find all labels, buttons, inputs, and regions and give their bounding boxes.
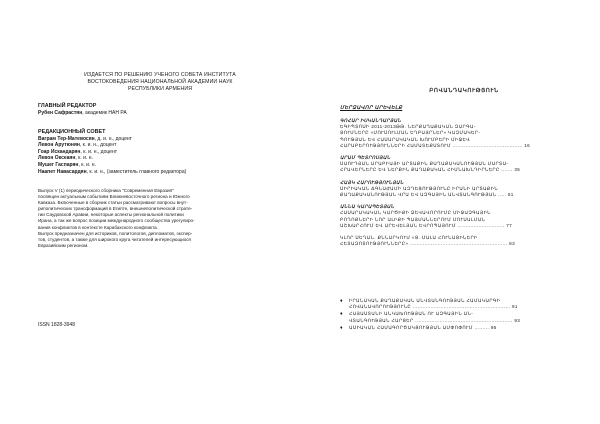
toc-bullet-item[interactable] — [340, 298, 590, 310]
description-line: Кавказа. Включенные в сборник статьи рассматривают вопросы внут- — [38, 200, 188, 206]
toc-entry[interactable] — [340, 204, 590, 229]
toc-page-number: 35 — [514, 167, 521, 173]
toc-title-text: ՀԱՐԱԲԵՐՈՒԹՅՈՒՆՆԵՐԻ ՀԱՄԱՏԵՔՍՏՈՒՄ — [340, 142, 452, 148]
chief-editor-name: Рубен Сафрастян — [38, 109, 83, 116]
toc-title-text: ԱՍԻԱԿԱՆ ՀԱՄԱԳՈՐԾԱԿՑՈՒԹՅԱՆ ԱՄՓՈՓՈՒՄ — [349, 324, 473, 330]
board-member-name: Наапет Навасардян — [38, 168, 87, 175]
board-member-name: Ваграм Тер-Матевосян — [38, 135, 95, 142]
toc-title-line: ՍԱՈՒԴՅԱՆ ԱՐԱԲԻԱՅԻ ԱՐՏԱՔԻՆ ՔԱՂԱՔԱԿԱՆՈՒԹՅԱՆ ՄԱՐՏԱ- — [340, 161, 509, 167]
toc-author: ԱՆՆԱ ԿԱՐԱՊԵՏՅԱՆ — [340, 204, 395, 210]
approval-line: РЕСПУБЛИКИ АРМЕНИЯ — [127, 86, 193, 93]
toc-title-line: ԱՇԽԱՐՀՈՒՄ ԵՎ ԱՐԵՎԵԼՅԱՆ ԵՎՐՈՊԱՅՈՒՄ ............................. 77 — [340, 222, 513, 228]
toc-entry[interactable] — [340, 235, 590, 247]
board-member-name: Мушег Гаспарян — [38, 161, 79, 168]
toc-bullet-list — [340, 298, 590, 332]
toc-title-line: ՊՈՒԹՅԱՆ ԵՎ ՀԱՍԱՐԱԿԱԿԱՆ ԽՈՒՄԲԵՐԻ ՄԻՋԵՎ — [340, 136, 471, 142]
board-member-title: , д. и. н., доцент — [94, 135, 132, 142]
toc-title-line: ՀԵՏԱԶՈՏՈՒԹՅՈՒՆՆԵՐԸ» ............................................................ 83 — [340, 241, 515, 247]
toc-title-text: ՀՐԱՎԵՐՆԵՐԸ ԵՎ ՆԵՐՔԻՆ ՔԱՂԱՔԱԿԱՆ ՀԻՄՆԱԽՆԴԻՐՆԵՐԸ — [340, 167, 500, 173]
toc-title-text: ԱՇԽԱՐՀՈՒՄ ԵՎ ԱՐԵՎԵԼՅԱՆ ԵՎՐՈՊԱՅՈՒՄ — [340, 222, 456, 228]
toc-title-text: ՀԵՏԱԶՈՏՈՒԹՅՈՒՆՆԵՐԸ» — [340, 241, 409, 247]
board-member — [38, 142, 268, 149]
board-member-title: , к. и. н. — [78, 161, 96, 168]
chief-editor-heading: ГЛАВНЫЙ РЕДАКТОР — [38, 103, 97, 109]
toc-title-line: ՀՈՎԱՆԱՎՈՐՈՒԹՅՈՒՆԸ ............................................................ 91 — [349, 304, 518, 310]
toc-title-line: ՀՐԱՎԵՐՆԵՐԸ ԵՎ ՆԵՐՔԻՆ ՔԱՂԱՔԱԿԱՆ ՀԻՄՆԱԽՆԴԻՐՆԵՐԸ ....... 35 — [340, 167, 521, 173]
board-member-title: , к. и. н., (заместитель главного редактора) — [86, 168, 187, 175]
toc-title-text: ՎՏԱՆԳՈՒԹՅԱՆ ՀԱՐՑԵՐ — [349, 317, 414, 323]
board-member — [38, 149, 268, 156]
issn-number: ISSN 1828-3948 — [38, 322, 75, 328]
description-line: Выпуск V (1) периодического сборника "Современная Евразия" — [38, 188, 174, 193]
description-line: Евразийским регионом. — [38, 242, 89, 248]
description-line: Ирана, а так же вопрос позиции международного сообщества урегулиро- — [38, 218, 195, 224]
board-member-title: , к. и. н. — [75, 155, 93, 162]
chief-editor-line — [38, 110, 268, 117]
chief-editor-section — [38, 103, 268, 116]
bullet-icon: ♦ — [340, 298, 343, 304]
board-member-title: , к. и. н., доцент — [80, 148, 118, 155]
toc-page-number: 51 — [507, 192, 514, 198]
approval-line: ВОСТОКОВЕДЕНИЯ НАЦИОНАЛЬНОЙ АКАДЕМИИ НАУК — [87, 79, 233, 86]
toc-title-line: ՑՈՒՄՆԵՐԸ «ՄՈՒՍՈՒԼՄԱՆ ԵՂԲԱՅՐՆԵՐ» ԿԱԶՄԱԿԵՐ- — [340, 130, 481, 136]
toc-title-line: ԻՐԱՆԱԿԱՆ ՔԱՂԱՔԱԿԱՆ ԱՆՎՏԱՆԳՈՒԹՅԱՆ ՀԱՄԱԿԱՐԳԻ — [349, 298, 501, 303]
board-member — [38, 155, 268, 162]
board-member-name: Левон Оксеаян — [38, 155, 76, 162]
toc-section-title: ՄԵՐՁԱՎՈՐ ԱՐԵՎԵԼՔ — [340, 105, 403, 111]
approval-line: ИЗДАЕТСЯ ПО РЕШЕНИЮ УЧЕНОГО СОВЕТА ИНСТИТУТА — [84, 72, 236, 78]
toc-author: ՀԱՅԿ ՀԱՐՈՒԹՅՈՒՆՅԱՆ — [340, 179, 404, 185]
toc-page-number: 95 — [490, 324, 497, 330]
board-member — [38, 169, 268, 176]
board-member-name: Левон Арутюнян — [38, 142, 80, 149]
description-line: тов, студентов, а также для широкого круга читателей интересующихся — [38, 236, 191, 242]
toc-page-number: 77 — [506, 222, 513, 228]
editorial-board-heading: РЕДАКЦИОННЫЙ СОВЕТ — [38, 129, 106, 135]
toc-title-line: ՍԻՐԻԱԿԱՆ ՃԳՆԱԺԱՄԻ ԱԶԴԵՑՈՒԹՅՈՒՆԸ ԻՐԱՆԻ ԱՐՏԱՔԻՆ — [340, 185, 498, 191]
description-line: гии Саудовской Аравии, некоторые аспекты региональной политики — [38, 212, 184, 218]
description-line: вания конфликтов в контексте Карабахского конфликта. — [38, 224, 159, 230]
bullet-icon: ♦ — [340, 324, 343, 331]
board-member — [38, 162, 268, 169]
toc-list — [340, 118, 590, 253]
toc-entry[interactable] — [340, 180, 590, 199]
toc-entry[interactable] — [340, 155, 590, 174]
bullet-icon: ♦ — [340, 311, 343, 318]
toc-page-number: 91 — [511, 304, 518, 310]
toc-page-number: 83 — [509, 241, 515, 247]
toc-title-line: ԲՈՂՈՔՆԵՐԻ ՆՈՐ ԱԼԻՔԻ ՊԱՅՄԱՆՆԵՐՈՒՄ ՄՈՒՍԱԼՄԱՆ — [340, 216, 486, 222]
toc-author: ԳՈՀԱՐ ԻՍԿԱՆԴԱՐՅԱՆ — [340, 118, 402, 123]
description-line: посвящен актуальным событиям Ближневосточного региона и Южного — [38, 194, 190, 200]
toc-title-line: ՎՏԱՆԳՈՒԹՅԱՆ ՀԱՐՑԵՐ ............................................................ 93 — [349, 317, 521, 323]
toc-page-number: 16 — [524, 142, 531, 148]
toc-title-line: ՔԱՂԱՔԱԿԱՆՈՒԹՅԱՆ ՎՐԱ ԵՎ ԱԶԳԱՅԻՆ ԱՆՎՏԱՆԳՈՒԹՅԱՆ ..... 51 — [340, 192, 514, 198]
toc-bullet-item[interactable] — [340, 311, 590, 323]
toc-title-line: ԿԼՈՐ ՍԵՂԱՆ. ՔՆՆԱՐԿՈՒՄ «Ց. ՄԱԼԱ ՀՈՒՆԱՑԻՆԵՐԻ — [340, 235, 478, 241]
toc-page-number: 93 — [514, 317, 521, 323]
toc-title-line: ՀԱՐԱԲԵՐՈՒԹՅՈՒՆՆԵՐԻ ՀԱՄԱՏԵՔՍՏՈՒՄ ........................................... 16 — [340, 142, 531, 148]
toc-title-line: ԵԳԻՊՏՈՍԻ 2011-2013ԹԹ. ՆԵՐՔԱՂԱՔԱԿԱՆ ԶԱՐԳԱ- — [340, 124, 476, 130]
board-member — [38, 136, 268, 143]
description-line: Выпуск предназначен для историков, политологов, дипломатов, экспер- — [38, 230, 193, 236]
toc-title-text: ՔԱՂԱՔԱԿԱՆՈՒԹՅԱՆ ՎՐԱ ԵՎ ԱԶԳԱՅԻՆ ԱՆՎՏԱՆԳՈՒԹՅԱՆ — [340, 192, 497, 198]
description-line: риполитических трансформаций в Египте, внешнеполитической страте- — [38, 206, 193, 212]
issue-description — [38, 188, 266, 249]
toc-title: ԲՈՎԱՆԴԱԿՈՒԹՅՈՒՆ — [429, 88, 499, 94]
right-page — [300, 0, 600, 424]
toc-title-line: ՀԱՍԱՐԱԿԱԿԱՆ ԿԱՐԾԻՔԻ ՁԵՎԱՎՈՐՈՒՄԸ ՄԻՋԱԶԳԱՅԻՆ — [340, 210, 491, 216]
editorial-board-section — [38, 129, 268, 175]
toc-bullet-item[interactable] — [340, 325, 590, 331]
toc-title-line: ՀԱՅԱՍՏԱՆԻ ԱՆԿԱԽՈՒԹՅԱՆ ՈՒ ԱԶԳԱՅԻՆ ԱՆ- — [349, 311, 474, 317]
approval-notice — [60, 72, 260, 94]
toc-author: ԱՐԱՄ ՊԵՏՐՈՍՅԱՆ — [340, 155, 391, 161]
toc-title-line: ԱՍԻԱԿԱՆ ՀԱՄԱԳՈՐԾԱԿՑՈՒԹՅԱՆ ԱՄՓՈՓՈՒՄ ......... 95 — [349, 324, 497, 330]
board-member-title: , к. и. н., доцент — [79, 142, 117, 149]
board-member-name: Гоар Искандарян — [38, 148, 81, 155]
chief-editor-title: , академик НАН РА — [82, 109, 127, 116]
toc-title-text: ՀՈՎԱՆԱՎՈՐՈՒԹՅՈՒՆԸ — [349, 304, 412, 310]
toc-entry[interactable] — [340, 118, 590, 149]
